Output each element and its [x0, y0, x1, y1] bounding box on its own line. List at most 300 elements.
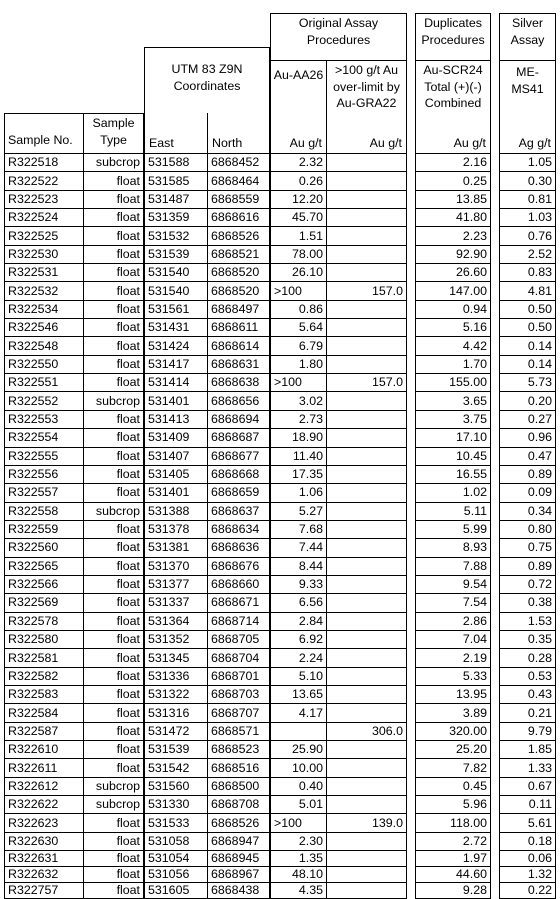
au-scr24-cell: 0.45 [415, 778, 491, 796]
sample-type-cell: float [84, 851, 144, 867]
au-aa26-cell: 11.40 [270, 448, 327, 466]
sample-no-cell: R322623 [4, 814, 84, 832]
east-cell: 531322 [144, 686, 208, 704]
overlimit-header: >100 g/t Au over-limit by Au-GRA22 [327, 60, 407, 113]
au-gra22-cell [327, 392, 407, 410]
au-aa26-cell: 7.44 [270, 539, 327, 557]
au-gra22-cell: 157.0 [327, 374, 407, 392]
sample-no-cell: R322584 [4, 704, 84, 722]
east-cell: 531359 [144, 209, 208, 227]
sample-type-cell: float [84, 704, 144, 722]
north-cell: 6868636 [208, 539, 270, 557]
ag-ms41-cell: 0.09 [499, 484, 556, 502]
sample-type-cell: float [84, 613, 144, 631]
east-cell: 531540 [144, 264, 208, 282]
sample-no-cell: R322611 [4, 759, 84, 777]
ag-ms41-cell: 0.43 [499, 686, 556, 704]
north-cell: 6868676 [208, 558, 270, 576]
ag-ms41-cell: 0.75 [499, 539, 556, 557]
au-gra22-cell [327, 851, 407, 867]
au-scr24-cell: 9.54 [415, 576, 491, 594]
au-gra22-cell [327, 466, 407, 484]
sample-no-cell: R322551 [4, 374, 84, 392]
north-cell: 6868703 [208, 686, 270, 704]
au-aa26-cell: 6.92 [270, 631, 327, 649]
sample-type-cell: float [84, 337, 144, 355]
sample-type-cell: float [84, 191, 144, 209]
ag-ms41-cell: 1.03 [499, 209, 556, 227]
sample-type-cell: float [84, 741, 144, 759]
au-aa26-cell: 45.70 [270, 209, 327, 227]
north-cell: 6868521 [208, 246, 270, 264]
au-aa26-cell: 4.35 [270, 883, 327, 899]
north-cell: 6868523 [208, 741, 270, 759]
north-cell: 6868714 [208, 613, 270, 631]
ms41-header: ME-MS41 [499, 60, 556, 113]
silver-assay-header: Silver Assay [499, 13, 556, 60]
sample-type-cell: subcrop [84, 778, 144, 796]
north-cell: 6868526 [208, 814, 270, 832]
sample-no-cell: R322548 [4, 337, 84, 355]
east-cell: 531409 [144, 429, 208, 447]
au-gra22-cell [327, 778, 407, 796]
ag-ms41-cell: 4.81 [499, 282, 556, 300]
au-aa26-cell: 8.44 [270, 558, 327, 576]
au-unit-header: Au g/t [270, 113, 327, 154]
au-gra22-cell: 139.0 [327, 814, 407, 832]
au-aa26-cell: 25.90 [270, 741, 327, 759]
north-cell: 6868520 [208, 282, 270, 300]
au-scr24-cell: 3.65 [415, 392, 491, 410]
ag-ms41-cell: 0.81 [499, 191, 556, 209]
ag-ms41-cell: 1.32 [499, 867, 556, 883]
north-cell: 6868707 [208, 704, 270, 722]
au-gra22-cell [327, 686, 407, 704]
east-cell: 531056 [144, 867, 208, 883]
ag-ms41-cell: 0.06 [499, 851, 556, 867]
east-cell: 531388 [144, 503, 208, 521]
au-scr24-cell: 25.20 [415, 741, 491, 759]
north-cell: 6868438 [208, 883, 270, 899]
ag-ms41-cell: 0.11 [499, 796, 556, 814]
north-cell: 6868638 [208, 374, 270, 392]
sample-no-cell: R322558 [4, 503, 84, 521]
au-aa26-cell: 1.80 [270, 356, 327, 374]
au-aa26-cell: 0.86 [270, 301, 327, 319]
sample-type-cell: subcrop [84, 796, 144, 814]
ag-ms41-cell: 0.27 [499, 411, 556, 429]
sample-no-cell: R322532 [4, 282, 84, 300]
ag-ms41-cell: 0.18 [499, 833, 556, 851]
au-aa26-cell: 26.10 [270, 264, 327, 282]
ag-ms41-cell: 5.73 [499, 374, 556, 392]
sample-no-cell: R322565 [4, 558, 84, 576]
ag-ms41-cell: 0.53 [499, 668, 556, 686]
au-scr24-cell: 16.55 [415, 466, 491, 484]
ag-ms41-cell: 0.30 [499, 172, 556, 190]
au-scr24-cell: 41.80 [415, 209, 491, 227]
au-gra22-cell [327, 594, 407, 612]
ag-ms41-cell: 0.35 [499, 631, 556, 649]
sample-type-cell: float [84, 576, 144, 594]
sample-type-cell: float [84, 301, 144, 319]
sample-no-header: Sample No. [4, 113, 84, 154]
east-cell: 531401 [144, 392, 208, 410]
north-cell: 6868704 [208, 649, 270, 667]
sample-no-cell: R322556 [4, 466, 84, 484]
au-aa26-cell [270, 723, 327, 741]
sample-type-cell: float [84, 539, 144, 557]
sample-type-cell: float [84, 631, 144, 649]
sample-no-cell: R322580 [4, 631, 84, 649]
sample-type-cell: float [84, 429, 144, 447]
sample-no-cell: R322560 [4, 539, 84, 557]
sample-no-cell: R322524 [4, 209, 84, 227]
ag-ms41-cell: 0.67 [499, 778, 556, 796]
au-aa26-cell: 2.32 [270, 154, 327, 172]
au-gra22-cell [327, 613, 407, 631]
east-cell: 531542 [144, 759, 208, 777]
sample-type-cell: float [84, 466, 144, 484]
sample-no-cell: R322578 [4, 613, 84, 631]
east-cell: 531424 [144, 337, 208, 355]
au-aa26-cell: 2.24 [270, 649, 327, 667]
au-gra22-cell [327, 704, 407, 722]
sample-no-cell: R322550 [4, 356, 84, 374]
sample-no-cell: R322557 [4, 484, 84, 502]
north-cell: 6868659 [208, 484, 270, 502]
au-scr24-cell: 0.94 [415, 301, 491, 319]
ag-ms41-cell: 1.85 [499, 741, 556, 759]
au-scr24-cell: 147.00 [415, 282, 491, 300]
sample-type-cell: subcrop [84, 392, 144, 410]
au-aa26-cell: 5.01 [270, 796, 327, 814]
sample-type-cell: float [84, 558, 144, 576]
au-aa26-cell: 48.10 [270, 867, 327, 883]
east-cell: 531585 [144, 172, 208, 190]
au-aa26-cell: 7.68 [270, 521, 327, 539]
sample-type-cell: float [84, 594, 144, 612]
north-cell: 6868500 [208, 778, 270, 796]
east-cell: 531560 [144, 778, 208, 796]
au-scr24-cell: 5.99 [415, 521, 491, 539]
ag-ms41-cell: 0.47 [499, 448, 556, 466]
ag-ms41-cell: 1.53 [499, 613, 556, 631]
ag-ms41-cell: 2.52 [499, 246, 556, 264]
sample-type-cell: float [84, 448, 144, 466]
au-gra22-cell [327, 833, 407, 851]
au-scr24-cell: 155.00 [415, 374, 491, 392]
au-gra22-cell [327, 631, 407, 649]
ag-ms41-cell: 0.83 [499, 264, 556, 282]
sample-type-cell: float [84, 356, 144, 374]
sample-type-cell: float [84, 246, 144, 264]
north-cell: 6868708 [208, 796, 270, 814]
au-aa26-cell: 0.26 [270, 172, 327, 190]
sample-no-cell: R322530 [4, 246, 84, 264]
north-cell: 6868637 [208, 503, 270, 521]
east-cell: 531330 [144, 796, 208, 814]
sample-type-cell: float [84, 814, 144, 832]
au-gra22-cell [327, 759, 407, 777]
au-gra22-cell [327, 356, 407, 374]
au-gra22-cell [327, 227, 407, 245]
au-aa26-cell: 4.17 [270, 704, 327, 722]
au-scr24-cell: 13.85 [415, 191, 491, 209]
east-cell: 531413 [144, 411, 208, 429]
ag-ms41-cell: 0.28 [499, 649, 556, 667]
sample-no-cell: R322534 [4, 301, 84, 319]
ag-ms41-cell: 0.72 [499, 576, 556, 594]
north-cell: 6868947 [208, 833, 270, 851]
ag-ms41-cell: 1.33 [499, 759, 556, 777]
au-scr24-cell: 9.28 [415, 883, 491, 899]
sample-type-cell: float [84, 282, 144, 300]
north-cell: 6868656 [208, 392, 270, 410]
north-header: North [208, 113, 270, 154]
sample-type-cell: subcrop [84, 503, 144, 521]
utm-header: UTM 83 Z9N Coordinates [144, 60, 270, 113]
au-scr24-cell: 2.23 [415, 227, 491, 245]
au-aa26-cell: 10.00 [270, 759, 327, 777]
east-cell: 531533 [144, 814, 208, 832]
au-aa26-cell: 2.30 [270, 833, 327, 851]
au-scr24-cell: 13.95 [415, 686, 491, 704]
utm-header-top [144, 47, 270, 60]
east-cell: 531401 [144, 484, 208, 502]
duplicates-header: Duplicates Procedures [415, 13, 491, 60]
north-cell: 6868571 [208, 723, 270, 741]
au-aa26-cell: 17.35 [270, 466, 327, 484]
sample-type-cell: float [84, 484, 144, 502]
east-cell: 531345 [144, 649, 208, 667]
au-scr24-cell: 92.90 [415, 246, 491, 264]
au-scr24-cell: 7.88 [415, 558, 491, 576]
north-cell: 6868694 [208, 411, 270, 429]
sample-no-cell: R322553 [4, 411, 84, 429]
au-aa26-cell: 1.06 [270, 484, 327, 502]
sample-no-cell: R322581 [4, 649, 84, 667]
ag-ms41-cell: 0.21 [499, 704, 556, 722]
au-scr24-cell: 44.60 [415, 867, 491, 883]
east-cell: 531414 [144, 374, 208, 392]
sample-no-cell: R322559 [4, 521, 84, 539]
au-aa26-cell: 2.84 [270, 613, 327, 631]
au-aa26-cell: 6.79 [270, 337, 327, 355]
east-cell: 531532 [144, 227, 208, 245]
au-scr24-cell: 118.00 [415, 814, 491, 832]
ag-ms41-cell: 0.50 [499, 301, 556, 319]
north-cell: 6868616 [208, 209, 270, 227]
au-aa26-cell: 5.10 [270, 668, 327, 686]
au-scr24-cell: 1.70 [415, 356, 491, 374]
sample-type-cell: float [84, 668, 144, 686]
sample-no-cell: R322531 [4, 264, 84, 282]
sample-no-cell: R322612 [4, 778, 84, 796]
sample-no-cell: R322632 [4, 867, 84, 883]
ag-ms41-cell: 0.20 [499, 392, 556, 410]
north-cell: 6868497 [208, 301, 270, 319]
au-gra22-cell: 306.0 [327, 723, 407, 741]
sample-type-cell: subcrop [84, 154, 144, 172]
east-cell: 531472 [144, 723, 208, 741]
sample-no-cell: R322610 [4, 741, 84, 759]
north-cell: 6868668 [208, 466, 270, 484]
sample-no-cell: R322569 [4, 594, 84, 612]
north-cell: 6868701 [208, 668, 270, 686]
sample-no-cell: R322523 [4, 191, 84, 209]
ag-ms41-cell: 0.14 [499, 337, 556, 355]
east-header: East [144, 113, 208, 154]
ag-unit-header: Ag g/t [499, 113, 556, 154]
north-cell: 6868611 [208, 319, 270, 337]
au-scr24-cell: 3.89 [415, 704, 491, 722]
au-aa26-cell: 3.02 [270, 392, 327, 410]
au-gra22-cell [327, 448, 407, 466]
au-scr24-cell: 0.25 [415, 172, 491, 190]
sample-type-cell: float [84, 264, 144, 282]
au-gra22-cell [327, 883, 407, 899]
sample-no-cell: R322583 [4, 686, 84, 704]
ag-ms41-cell: 0.50 [499, 319, 556, 337]
au-gra22-cell [327, 484, 407, 502]
ag-ms41-cell: 1.05 [499, 154, 556, 172]
au-gra22-cell [327, 576, 407, 594]
au-scr24-cell: 5.16 [415, 319, 491, 337]
au-gra22-cell [327, 319, 407, 337]
sample-type-cell: float [84, 227, 144, 245]
north-cell: 6868614 [208, 337, 270, 355]
north-cell: 6868520 [208, 264, 270, 282]
au-aa26-cell: 1.51 [270, 227, 327, 245]
original-assay-header: Original Assay Procedures [270, 13, 407, 60]
sample-no-cell: R322522 [4, 172, 84, 190]
au-gra22-cell [327, 649, 407, 667]
sample-no-cell: R322582 [4, 668, 84, 686]
au-aa26-cell: 6.56 [270, 594, 327, 612]
north-cell: 6868677 [208, 448, 270, 466]
east-cell: 531054 [144, 851, 208, 867]
au-gra22-cell: 157.0 [327, 282, 407, 300]
east-cell: 531352 [144, 631, 208, 649]
au-gra22-cell [327, 301, 407, 319]
sample-no-cell: R322631 [4, 851, 84, 867]
au-scr24-cell: 10.45 [415, 448, 491, 466]
ag-ms41-cell: 0.22 [499, 883, 556, 899]
au-aa26-cell: >100 [270, 282, 327, 300]
au-gra22-cell [327, 264, 407, 282]
au-gra22-cell [327, 539, 407, 557]
ag-ms41-cell: 0.14 [499, 356, 556, 374]
ag-ms41-cell: 0.89 [499, 558, 556, 576]
north-cell: 6868516 [208, 759, 270, 777]
east-cell: 531381 [144, 539, 208, 557]
north-cell: 6868464 [208, 172, 270, 190]
ag-ms41-cell: 0.38 [499, 594, 556, 612]
sample-no-cell: R322757 [4, 883, 84, 899]
ag-ms41-cell: 5.61 [499, 814, 556, 832]
scr24-header: Au-SCR24 Total (+)(-) Combined [415, 60, 491, 113]
sample-no-cell: R322622 [4, 796, 84, 814]
au-scr24-cell: 7.04 [415, 631, 491, 649]
sample-no-cell: R322525 [4, 227, 84, 245]
north-cell: 6868967 [208, 867, 270, 883]
sample-type-cell: float [84, 172, 144, 190]
au-gra22-cell [327, 429, 407, 447]
north-cell: 6868687 [208, 429, 270, 447]
au-gra22-cell [327, 741, 407, 759]
east-cell: 531605 [144, 883, 208, 899]
north-cell: 6868452 [208, 154, 270, 172]
east-cell: 531539 [144, 246, 208, 264]
sample-no-cell: R322552 [4, 392, 84, 410]
east-cell: 531431 [144, 319, 208, 337]
sample-type-cell: float [84, 833, 144, 851]
east-cell: 531588 [144, 154, 208, 172]
east-cell: 531058 [144, 833, 208, 851]
east-cell: 531417 [144, 356, 208, 374]
au-scr24-cell: 320.00 [415, 723, 491, 741]
au-scr24-cell: 1.97 [415, 851, 491, 867]
east-cell: 531487 [144, 191, 208, 209]
au-aa26-cell: 1.35 [270, 851, 327, 867]
au-gra22-cell [327, 503, 407, 521]
au-gra22-cell [327, 209, 407, 227]
sample-type-cell: float [84, 521, 144, 539]
au-aa26-cell: 18.90 [270, 429, 327, 447]
east-cell: 531316 [144, 704, 208, 722]
sample-no-cell: R322587 [4, 723, 84, 741]
au-scr24-cell: 2.16 [415, 154, 491, 172]
au-scr24-cell: 7.82 [415, 759, 491, 777]
sample-no-cell: R322546 [4, 319, 84, 337]
au-gra22-cell [327, 191, 407, 209]
sample-no-cell: R322630 [4, 833, 84, 851]
au-unit-header-2: Au g/t [327, 113, 407, 154]
au-scr24-cell: 4.42 [415, 337, 491, 355]
au-gra22-cell [327, 172, 407, 190]
au-aa26-cell: >100 [270, 374, 327, 392]
sample-no-cell: R322555 [4, 448, 84, 466]
au-aa26-header: Au-AA26 [270, 60, 327, 113]
north-cell: 6868526 [208, 227, 270, 245]
east-cell: 531540 [144, 282, 208, 300]
ag-ms41-cell: 0.80 [499, 521, 556, 539]
au-scr24-cell: 8.93 [415, 539, 491, 557]
ag-ms41-cell: 0.34 [499, 503, 556, 521]
ag-ms41-cell: 0.89 [499, 466, 556, 484]
sample-type-cell: float [84, 411, 144, 429]
east-cell: 531337 [144, 594, 208, 612]
north-cell: 6868634 [208, 521, 270, 539]
au-aa26-cell: 2.73 [270, 411, 327, 429]
sample-type-cell: float [84, 723, 144, 741]
au-scr24-cell: 2.86 [415, 613, 491, 631]
au-scr24-cell: 5.96 [415, 796, 491, 814]
au-scr24-cell: 5.11 [415, 503, 491, 521]
east-cell: 531377 [144, 576, 208, 594]
au-scr24-cell: 3.75 [415, 411, 491, 429]
east-cell: 531561 [144, 301, 208, 319]
east-cell: 531405 [144, 466, 208, 484]
ag-ms41-cell: 0.76 [499, 227, 556, 245]
au-aa26-cell: 12.20 [270, 191, 327, 209]
sample-type-header: Sample Type [84, 113, 144, 154]
au-gra22-cell [327, 411, 407, 429]
sample-type-cell: float [84, 759, 144, 777]
north-cell: 6868945 [208, 851, 270, 867]
au-unit-header-3: Au g/t [415, 113, 491, 154]
